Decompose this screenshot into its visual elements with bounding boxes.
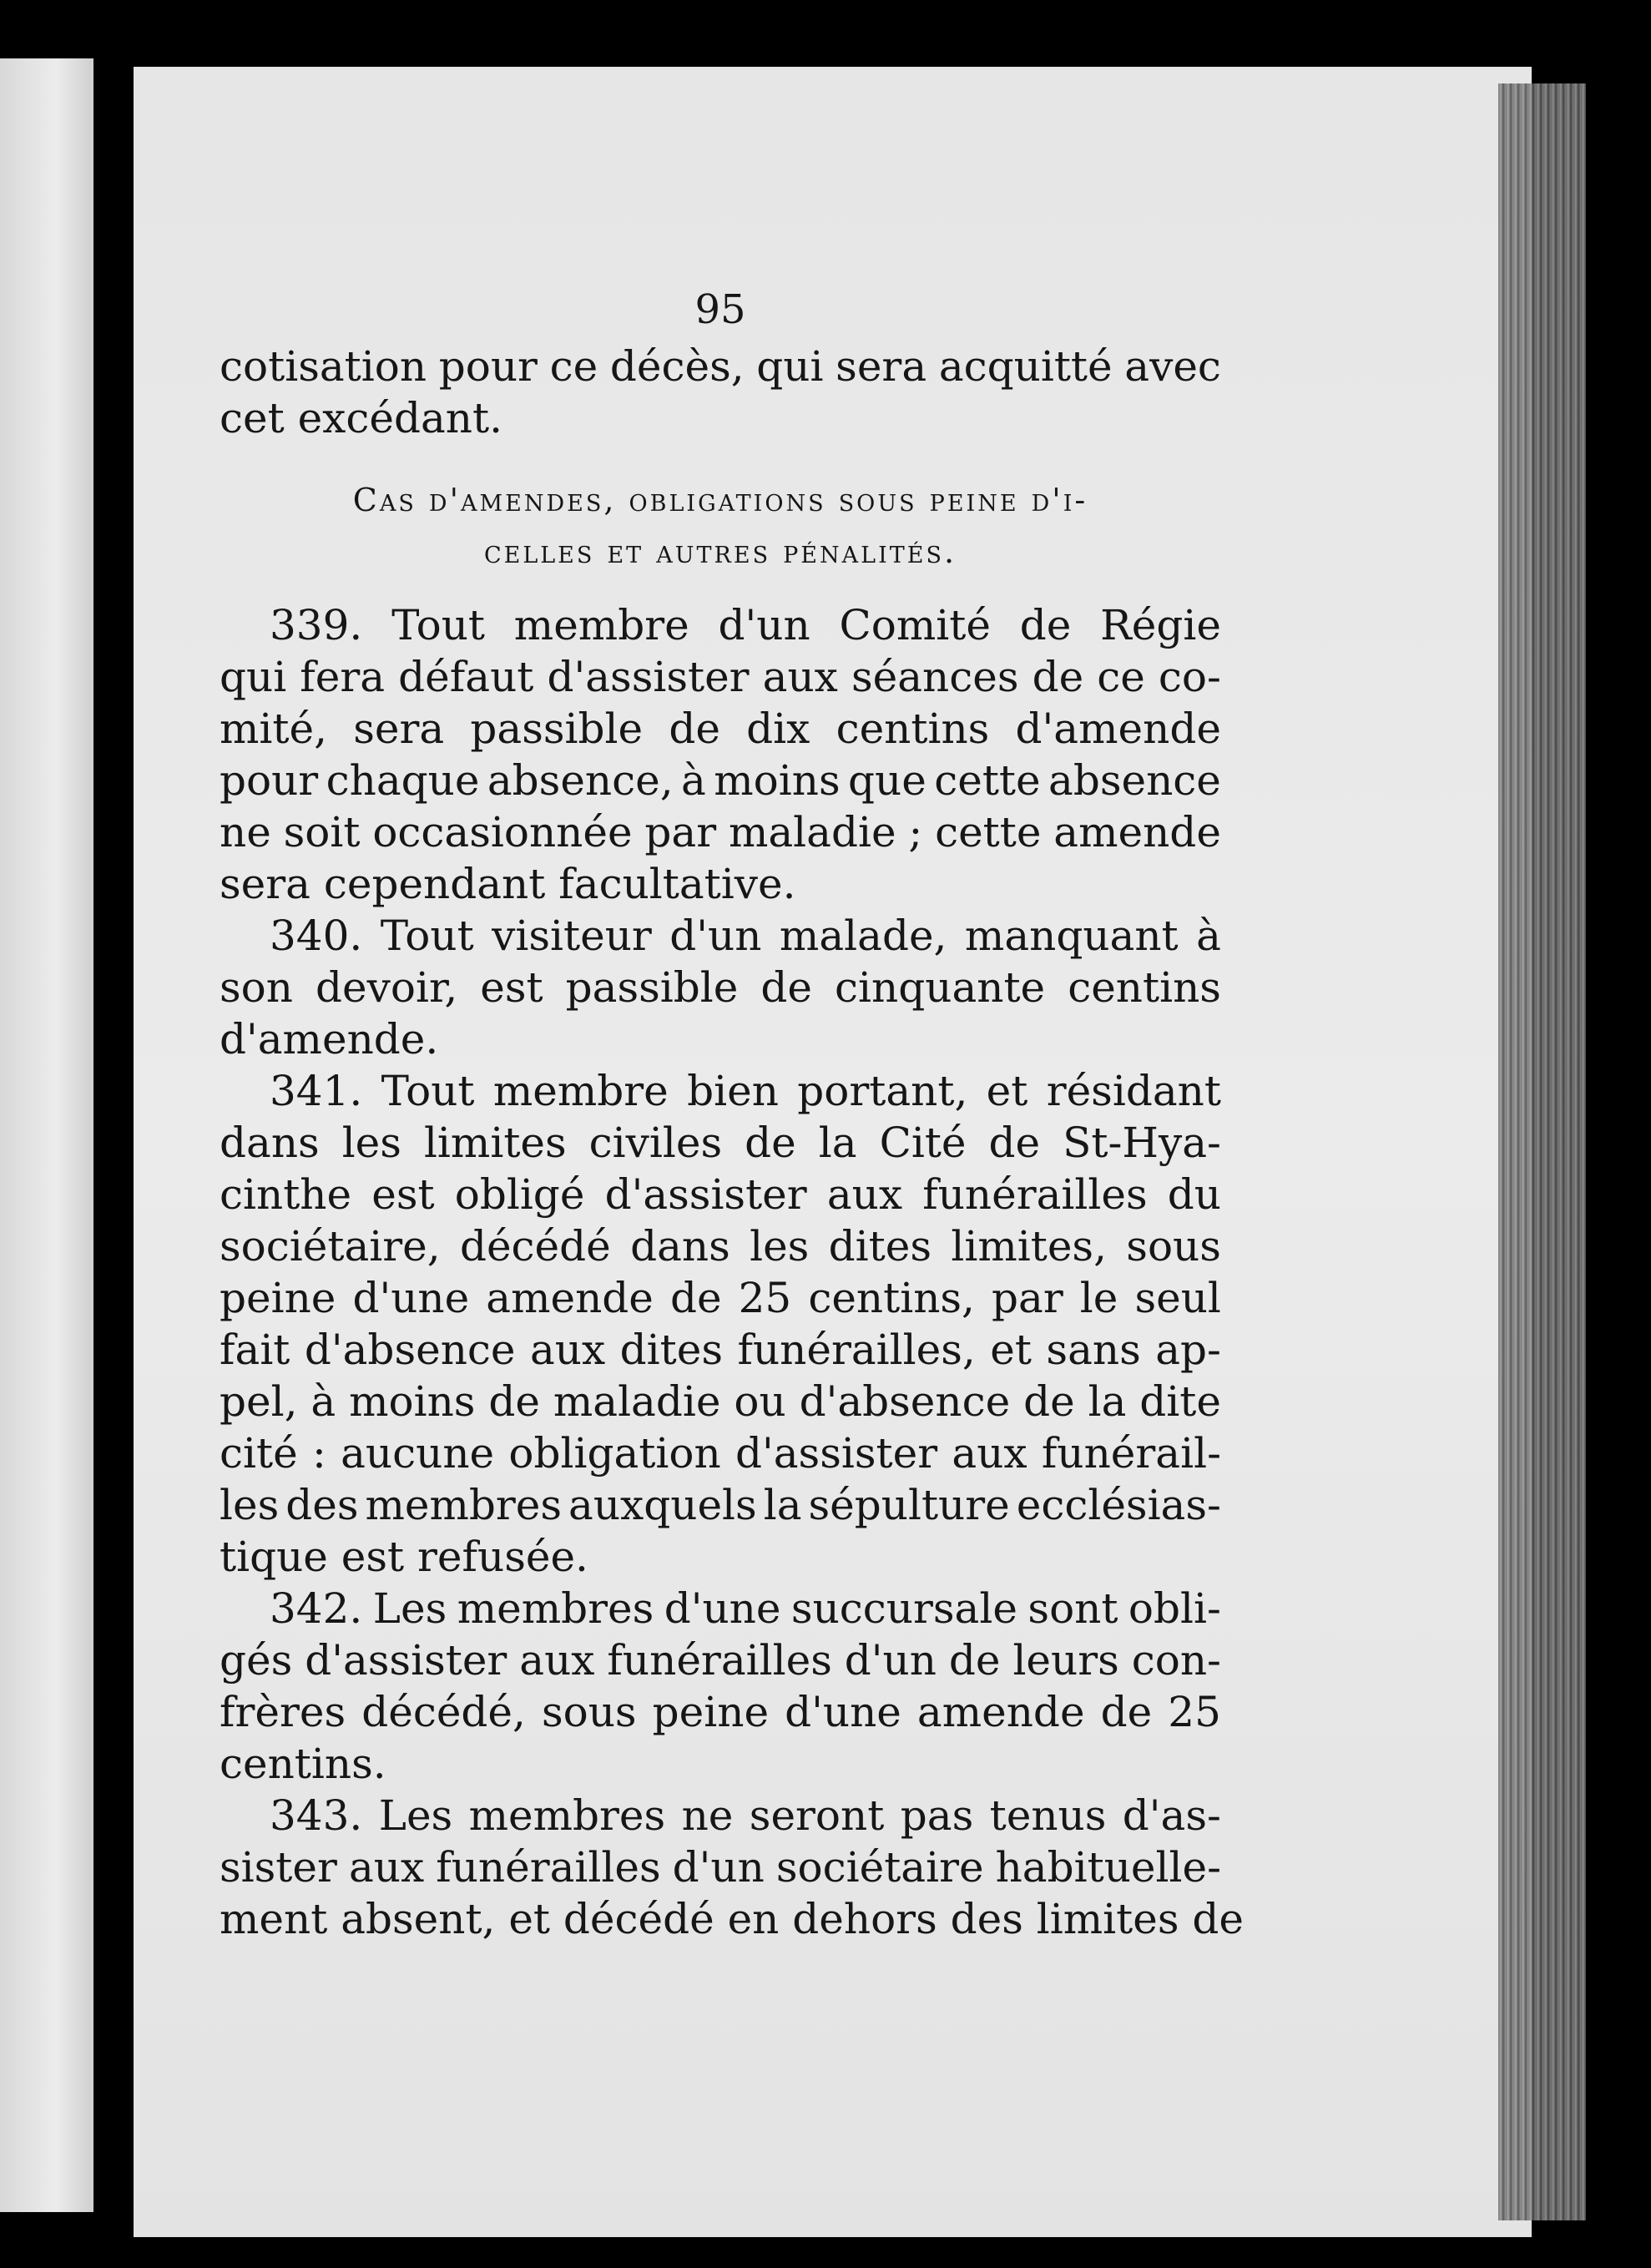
text-line: cité : aucune obligation d'assister aux funérail- [220, 1429, 1221, 1477]
text-line: pel, à moins de maladie ou d'absence de la dite [220, 1377, 1221, 1426]
text-line: mité, sera passible de dix centins d'amende [220, 705, 1221, 753]
article-paragraph [220, 1583, 1221, 1790]
text-line: ne soit occasionnée par maladie ; cette amende [220, 808, 1221, 856]
text-line: tique est refusée. [220, 1533, 588, 1581]
text-line: qui fera défaut d'assister aux séances de ce co- [220, 653, 1221, 701]
text-line: sociétaire, décédé dans les dites limites, sous [220, 1222, 1221, 1270]
text-line: 343. Les membres ne seront pas tenus d'as- [270, 1791, 1221, 1840]
text-line: sera cependant facultative. [220, 860, 796, 908]
heading-line: celles et autres pénalités. [483, 533, 957, 570]
text-line: fait d'absence aux dites funérailles, et sans ap- [220, 1326, 1221, 1374]
text-line: gés d'assister aux funérailles d'un de leurs con- [220, 1636, 1221, 1685]
article-paragraph [220, 1065, 1221, 1583]
text-line: son devoir, est passible de cinquante centins [220, 963, 1221, 1012]
article-paragraph [220, 599, 1221, 910]
text-line: 339. Tout membre d'un Comité de Régie [270, 601, 1221, 649]
page-number: 95 [694, 286, 746, 333]
article-list [220, 599, 1245, 1945]
section-heading [220, 474, 1221, 578]
facing-page-edge [0, 58, 93, 2212]
text-line: 342. Les membres d'une succursale sont obli- [270, 1584, 1221, 1633]
text-line: cet excédant. [220, 394, 502, 442]
text-line: dans les limites civiles de la Cité de St-Hya- [220, 1119, 1221, 1167]
text-line: pour chaque absence, à moins que cette absence [220, 756, 1221, 805]
text-line: 340. Tout visiteur d'un malade, manquant à [270, 912, 1221, 960]
article-paragraph [220, 910, 1221, 1065]
text-line: 341. Tout membre bien portant, et résidant [270, 1067, 1221, 1115]
text-line: centins. [220, 1740, 386, 1788]
text-line: frères décédé, sous peine d'une amende de 25 [220, 1688, 1221, 1736]
book-gutter [93, 33, 134, 2237]
article-paragraph [220, 1790, 1245, 1945]
text-line: peine d'une amende de 25 centins, par le seul [220, 1274, 1221, 1322]
continued-paragraph [220, 341, 1221, 444]
text-line: d'amende. [220, 1015, 439, 1063]
page-text [220, 284, 1245, 1945]
heading-line: Cas d'amendes, obligations sous peine d'i- [352, 482, 1088, 518]
text-line: ment absent, et décédé en dehors des limites de [220, 1895, 1245, 1943]
text-line: cinthe est obligé d'assister aux funérailles du [220, 1170, 1221, 1219]
text-line: cotisation pour ce décès, qui sera acquitté avec [220, 342, 1221, 391]
page-stack-edge [1498, 83, 1586, 2220]
text-line: sister aux funérailles d'un sociétaire habituelle- [220, 1843, 1221, 1892]
text-line: les des membres auxquels la sépulture ecclésias- [220, 1481, 1221, 1529]
